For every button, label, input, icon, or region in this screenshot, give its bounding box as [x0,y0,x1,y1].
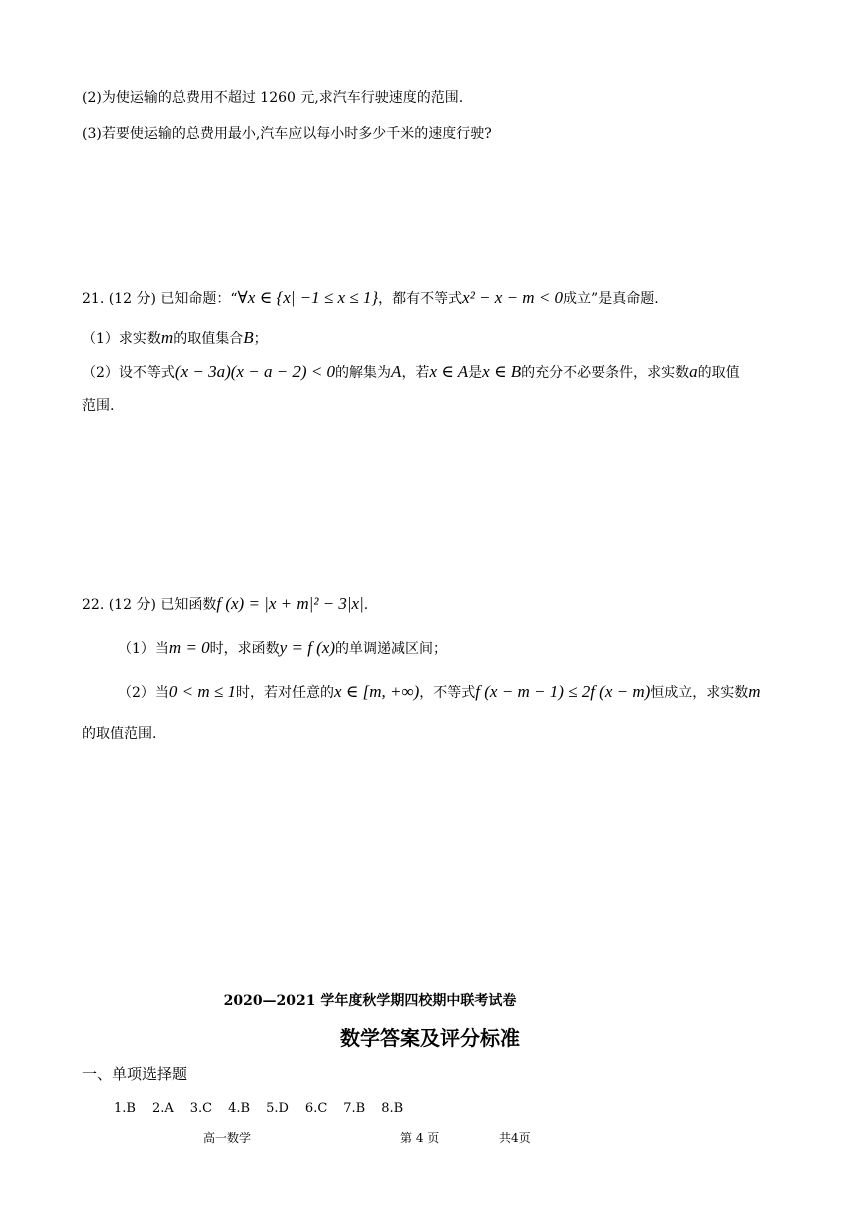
q22-part2-math3: f (x − m − 1) ≤ 2f (x − m) [475,682,651,701]
q21-part2-prefix: （2）设不等式 [82,365,175,381]
q22-heading [82,594,368,615]
q21-part1-suffix: 的取值集合 [173,331,244,347]
q21-part2-math2: A [391,362,402,381]
footer-page: 第 4 页 [400,1131,440,1145]
q22-part1-prefix: （1）当 [118,641,169,657]
q22-part2-wrap: 的取值范围. [82,726,157,742]
q22-part2-math: 0 < m ≤ 1 [168,682,237,701]
q22-part1-mid: 时，求函数 [209,641,280,657]
answer-list [114,1098,419,1119]
footer-total: 共4页 [499,1131,531,1145]
answer-key-subtitle: 数学答案及评分标准 [340,1026,520,1050]
footer-subject: 高一数学 [203,1131,252,1145]
q20-part2: (2)为使运输的总费用不超过 1260 元,求汽车行驶速度的范围. [82,90,464,106]
q22-heading-end: . [363,597,369,613]
q21-part2-mid2: ，若 [401,365,430,381]
q21-heading-mid: ，都有不等式 [378,291,463,307]
q22-part2-math4: m [748,682,761,701]
q22-part2-math2: x ∈ [m, +∞) [334,682,420,701]
q21-heading [82,288,659,309]
q22-part2 [118,682,761,703]
q21-part2-mid4: 的充分不必要条件，求实数 [521,365,690,381]
q22-heading-math: f (x) = |x + m|² − 3|x| [216,594,364,613]
q21-part1-math: m [160,328,174,347]
q21-heading-prefix: 21. (12 分) 已知命题：“ [82,291,238,307]
answer-item: 4.B [228,1101,251,1116]
q20-part3: (3)若要使运输的总费用最小,汽车应以每小时多少千米的速度行驶? [82,126,492,142]
q22-heading-prefix: 22. (12 分) 已知函数 [82,597,217,613]
q21-heading-math2: x² − x − m < 0 [462,288,564,307]
q22-part2-mid2: ，不等式 [419,685,476,701]
answer-key-title: 2020—2021 学年度秋学期四校期中联考试卷 [223,993,517,1009]
q22-part1 [118,638,447,659]
answer-item: 5.D [266,1101,289,1116]
answer-item: 8.B [381,1101,404,1116]
q22-part1-math2: y = f (x) [279,638,336,657]
q21-heading-math: ∀x ∈ {x| −1 ≤ x ≤ 1} [237,288,379,307]
q21-part1-prefix: （1）求实数 [82,331,161,347]
answer-item: 6.C [304,1101,328,1116]
answer-item: 1.B [114,1101,136,1116]
q22-part1-end: 的单调递减区间； [335,641,448,657]
q21-part2 [82,362,740,383]
q21-part2-math5: a [689,362,698,381]
q22-part2-prefix: （2）当 [118,685,169,701]
q21-part2-math3: x ∈ A [429,362,469,381]
section-single-choice: 一、单项选择题 [82,1065,188,1083]
q22-part2-mid3: 恒成立，求实数 [650,685,749,701]
answer-item: 7.B [343,1101,366,1116]
q21-part2-math4: x ∈ B [482,362,522,381]
answer-item: 3.C [189,1101,213,1116]
q21-heading-suffix: 成立”是真命题. [563,291,659,307]
answer-item: 2.A [151,1101,174,1116]
q21-part1-end: ； [253,331,268,347]
q21-part2-mid1: 的解集为 [335,365,392,381]
q21-part2-math: (x − 3a)(x − a − 2) < 0 [174,362,336,381]
q21-part2-end: 的取值 [697,365,740,381]
q22-part1-math: m = 0 [168,638,210,657]
q21-part1-math2: B [243,328,254,347]
q21-part1 [82,328,268,349]
q22-part2-mid1: 时，若对任意的 [236,685,335,701]
q21-part2-mid3: 是 [468,365,483,381]
q21-part2-wrap: 范围. [82,398,115,414]
